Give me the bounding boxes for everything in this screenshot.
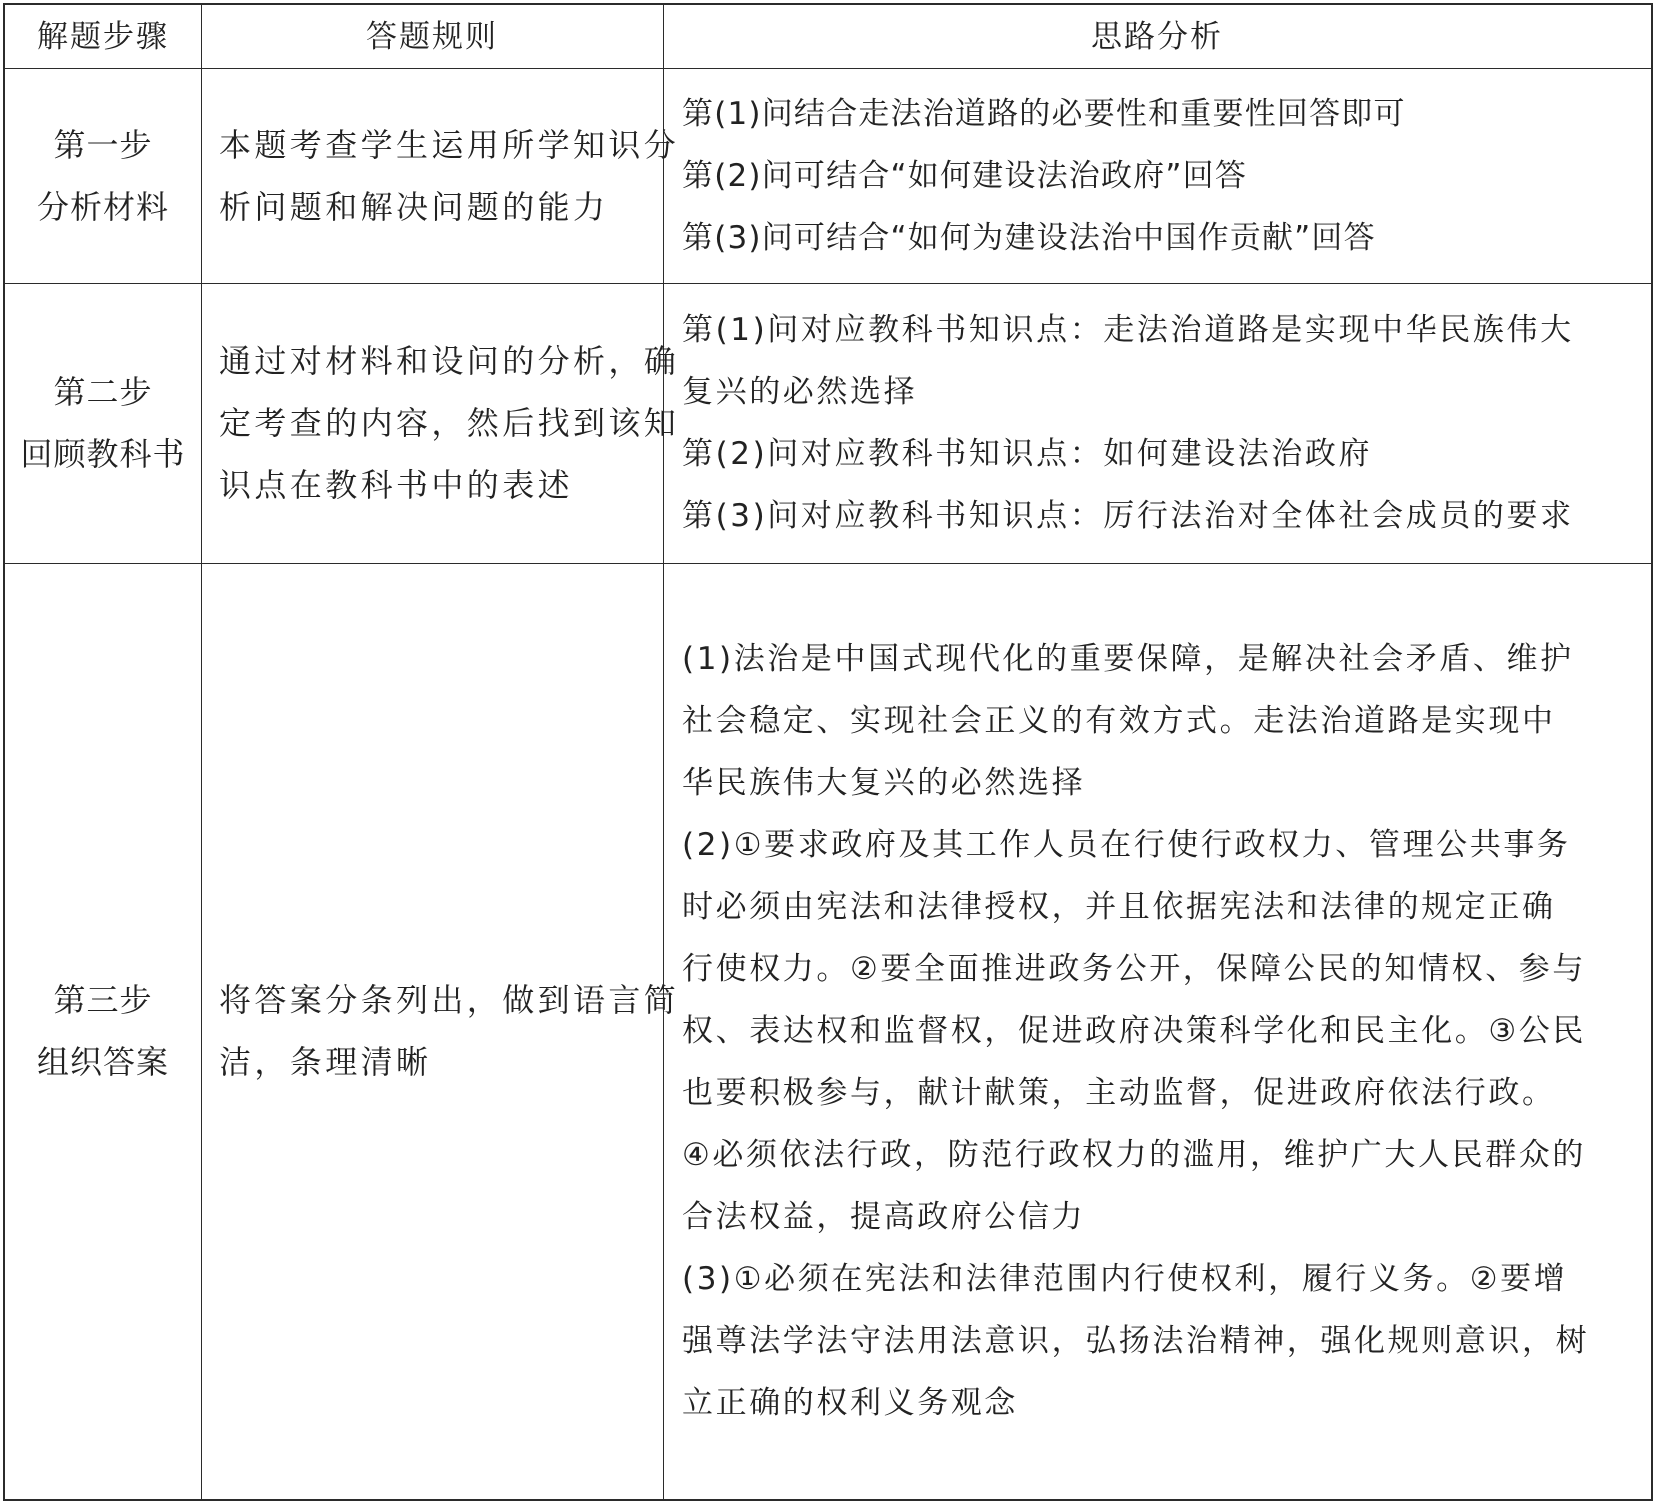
analysis-line: 立正确的权利义务观念 [682,1385,1018,1421]
rule-line: 将答案分条列出，做到语言简 [219,981,680,1019]
row3-rule-cell [219,563,680,1499]
analysis-line: 时必须由宪法和法律授权，并且依据宪法和法律的规定正确 [682,889,1556,925]
analysis-table [3,3,1653,1501]
analysis-line: 行使权力。②要全面推进政务公开，保障公民的知情权、参与 [682,951,1586,987]
analysis-line: 第(2)问可结合“如何建设法治政府”回答 [682,157,1248,194]
row2-rule-cell [219,283,680,563]
row1-analysis-cell [682,68,1647,283]
header-analysis-label: 思路分析 [1091,18,1223,55]
analysis-line: 也要积极参与，献计献策，主动监督，促进政府依法行政。 [682,1075,1556,1111]
column-divider [663,5,664,1499]
analysis-line: 第(1)问对应教科书知识点：走法治道路是实现中华民族伟大 [682,312,1574,348]
analysis-line: 权、表达权和监督权，促进政府决策科学化和民主化。③公民 [682,1013,1586,1049]
header-cell-step [5,5,201,68]
header-step-label: 解题步骤 [37,18,169,55]
step-subtitle: 分析材料 [36,187,169,226]
analysis-line: (2)①要求政府及其工作人员在行使行政权力、管理公共事务 [682,827,1571,863]
analysis-line: 复兴的必然选择 [682,374,918,410]
step-subtitle: 回顾教科书 [20,435,186,473]
analysis-line: 第(1)问结合走法治道路的必要性和重要性回答即可 [682,95,1406,132]
step-title: 第一步 [53,125,153,164]
analysis-line: ④必须依法行政，防范行政权力的滥用，维护广大人民群众的 [682,1137,1586,1173]
rule-line: 析问题和解决问题的能力 [219,187,609,226]
analysis-line: 社会稳定、实现社会正义的有效方式。走法治道路是实现中 [682,703,1556,739]
rule-line: 本题考查学生运用所学知识分 [219,125,680,164]
header-rule-label: 答题规则 [366,18,498,55]
row1-rule-cell [219,68,680,283]
rule-line: 定考查的内容，然后找到该知 [219,404,680,442]
rule-line: 识点在教科书中的表述 [219,466,574,504]
row2-analysis-cell [682,283,1647,563]
analysis-line: (1)法治是中国式现代化的重要保障，是解决社会矛盾、维护 [682,641,1574,677]
analysis-line: 强尊法学法守法用法意识，弘扬法治精神，强化规则意识，树 [682,1323,1590,1359]
row3-step-cell [5,563,201,1499]
header-cell-rule [201,5,663,68]
column-divider [201,5,202,1499]
header-cell-analysis [663,5,1651,68]
analysis-line: 合法权益，提高政府公信力 [682,1199,1086,1235]
analysis-line: (3)①必须在宪法和法律范围内行使权利，履行义务。②要增 [682,1261,1568,1297]
row1-step-cell [5,68,201,283]
step-subtitle: 组织答案 [36,1043,169,1081]
rule-line: 通过对材料和设问的分析，确 [219,342,680,380]
row2-step-cell [5,283,201,563]
analysis-line: 华民族伟大复兴的必然选择 [682,765,1086,801]
step-title: 第二步 [53,373,153,411]
analysis-line: 第(3)问对应教科书知识点：厉行法治对全体社会成员的要求 [682,498,1574,534]
row3-analysis-cell [682,563,1647,1499]
analysis-line: 第(3)问可结合“如何为建设法治中国作贡献”回答 [682,219,1376,256]
analysis-line: 第(2)问对应教科书知识点：如何建设法治政府 [682,436,1373,472]
step-title: 第三步 [53,981,153,1019]
rule-line: 洁，条理清晰 [219,1043,432,1081]
